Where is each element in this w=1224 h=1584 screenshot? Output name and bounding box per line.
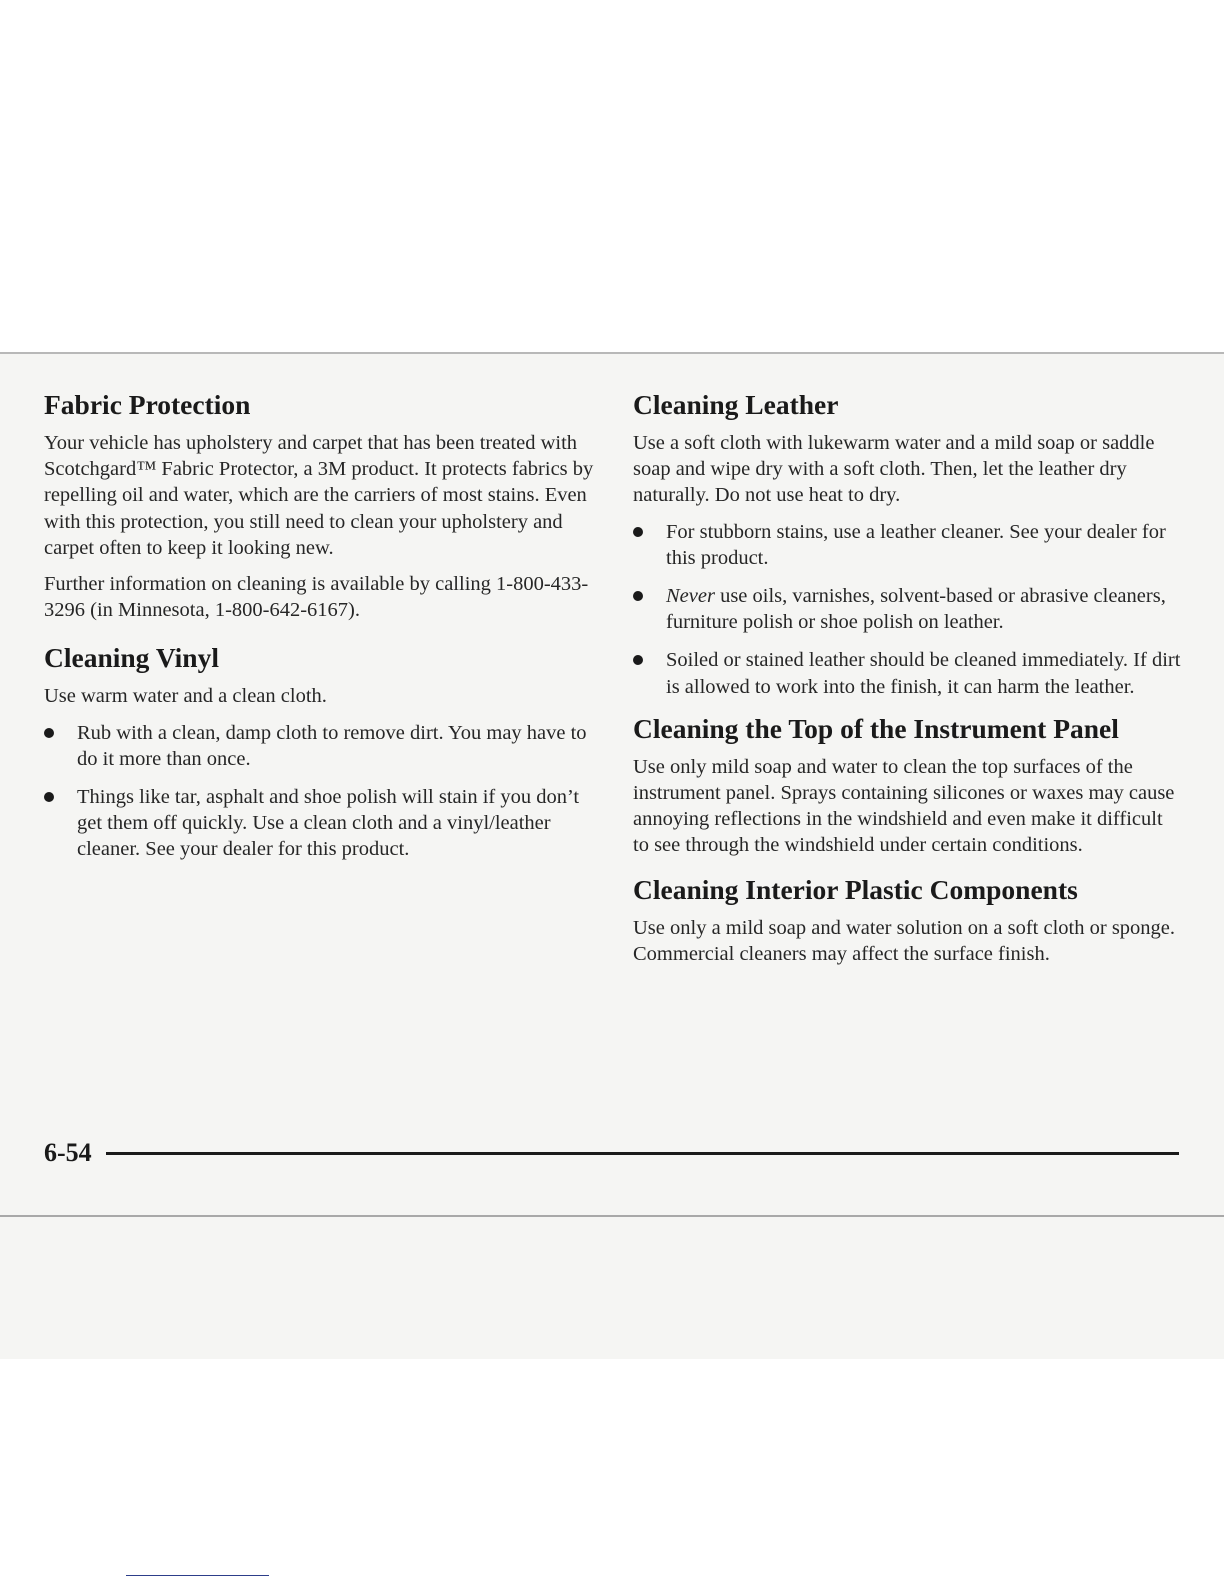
vinyl-bullet-item [44,784,594,863]
leather-bullet-text: use oils, varnishes, solvent-based or abrasive cleaners, furniture polish or shoe polish on leather. [666,585,1166,634]
leather-bullet-item [633,583,1181,635]
leather-never-emphasis: Never [666,585,715,608]
right-column [633,388,1181,977]
section-interior-plastic [633,873,1181,967]
top-rule [0,352,1224,354]
left-column [44,388,594,875]
leather-bullet-text: For stubborn stains, use a leather cleaner. See your dealer for this product. [666,520,1166,569]
vinyl-bullet-text: Things like tar, asphalt and shoe polish will stain if you don’t get them off quickly. Use a clean cloth and a vinyl/leather cleaner. See your dealer for this product. [77,786,580,861]
fabric-paragraph-1: Your vehicle has upholstery and carpet that has been treated with Scotchgard™ Fabric Protector, a 3M product. It protects fabrics by repelling oil and water, which are the carriers of most stains. Even with this protection, you still need to clean your upholstery and carpet often to keep it looking new. [44,432,594,559]
bullet-dot-icon [633,591,643,601]
footer-rule [106,1152,1179,1155]
leather-bullet-item [633,647,1181,699]
vinyl-intro: Use warm water and a clean cloth. [44,685,327,708]
page-number: 6-54 [44,1138,92,1167]
leather-intro: Use a soft cloth with lukewarm water and a mild soap or saddle soap and wipe dry with a soft cloth. Then, let the leather dry naturally. Do not use heat to dry. [633,432,1155,507]
bottom-rule [0,1215,1224,1217]
bottom-link-line [126,1575,269,1576]
heading-fabric-protection: Fabric Protection [44,389,251,420]
bullet-dot-icon [44,792,54,802]
section-cleaning-leather [633,388,1181,700]
heading-interior-plastic: Cleaning Interior Plastic Components [633,873,1078,905]
heading-cleaning-vinyl: Cleaning Vinyl [44,642,219,674]
bullet-dot-icon [44,728,54,738]
vinyl-bullet-item [44,720,594,772]
leather-bullet-list [633,519,1181,700]
leather-bullet-text: Soiled or stained leather should be cleaned immediately. If dirt is allowed to work into the finish, it can harm the leather. [666,649,1181,698]
fabric-paragraph-2: Further information on cleaning is available by calling 1-800-433-3296 (in Minnesota, 1-800-642-6167). [44,573,589,622]
vinyl-bullet-list [44,720,594,863]
section-instrument-panel [633,712,1181,859]
section-fabric-protection [44,388,594,623]
bullet-dot-icon [633,527,643,537]
interior-plastic-body: Use only a mild soap and water solution on a soft cloth or sponge. Commercial cleaners may affect the surface finish. [633,916,1176,965]
bullet-dot-icon [633,655,643,665]
section-cleaning-vinyl [44,641,594,862]
heading-cleaning-leather: Cleaning Leather [633,389,839,420]
instrument-panel-body: Use only mild soap and water to clean the top surfaces of the instrument panel. Sprays containing silicones or waxes may cause annoying reflections in the windshield and even make it difficult to see through the windshield under certain conditions. [633,755,1175,857]
heading-instrument-panel: Cleaning the Top of the Instrument Panel [633,712,1119,744]
vinyl-bullet-text: Rub with a clean, damp cloth to remove dirt. You may have to do it more than once. [77,721,587,770]
leather-bullet-item [633,519,1181,571]
